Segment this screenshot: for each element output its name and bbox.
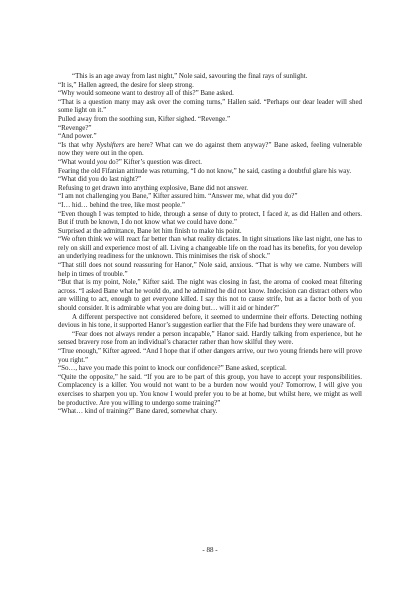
text-run: “Why would someone want to destroy all of this?” Bane asked. [58, 89, 234, 98]
paragraph [58, 89, 362, 98]
text-run: “Quite the opposite,” he said. “If you are to be part of this group, you have to accept your responsibilities. Complacency is a killer. You would not want to be a burden now would you? Tomorrow, I will give you exercises to sharpen you up. You know I would prefer you to be at home, but whilst here, we might as well be productive. Are you willing to undergo some training?” [58, 372, 362, 407]
text-run: “So…, have you made this point to knock our confidence?” Bane asked, sceptical. [58, 364, 287, 373]
text-run: “Revenge?” [58, 123, 92, 132]
paragraph [58, 373, 362, 407]
paragraph [58, 158, 362, 167]
text-run: Pulled away from the soothing sun, Kifter sighed. “Revenge.” [58, 114, 231, 123]
paragraph [58, 81, 362, 90]
text-run: “But that is my point, Nole,” Kifter said. The night was closing in fast, the aroma of cooked meat filtering across. “I asked Bane what he would do, and he admitted he did not know. Indecision can distract others who are willing to act, enough to get everyone killed. I say this not to cause strife, but as a factor both of you should consider. It is admirable what you are doing but… will it aid or hinder?” [58, 278, 362, 313]
text-run: “What did you do last night?” [58, 175, 142, 184]
paragraph [58, 72, 362, 81]
text-run: “That still does not sound reassuring for Hanor,” Nole said, anxious. “That is why we came. Numbers will help in times of trouble.” [58, 261, 362, 278]
paragraph [58, 132, 362, 141]
text-run: “This is an age away from last night,” Nole said, savouring the final rays of sunlight. [72, 72, 308, 80]
body-text [58, 72, 362, 416]
paragraph [58, 227, 362, 236]
paragraph [58, 347, 362, 364]
paragraph [58, 278, 362, 312]
text-run: Refusing to get drawn into anything explosive, Bane did not answer. [58, 183, 248, 192]
paragraph [58, 115, 362, 124]
text-run: “It is,” Hallen agreed, the desire for sleep strong. [58, 80, 194, 89]
paragraph [58, 407, 362, 416]
text-run: “I… hid… behind the tree, like most people.” [58, 200, 185, 209]
text-run: “I am not challenging you Bane,” Kifter assured him. “Answer me, what did you do?” [58, 192, 298, 201]
text-run: “Is that why [58, 140, 97, 149]
paragraph [58, 124, 362, 133]
text-run: “What would [58, 157, 97, 166]
text-run: “And power.” [58, 132, 97, 141]
paragraph [58, 210, 362, 227]
paragraph [58, 192, 362, 201]
text-run: , as did Hallen and others. But if truth be known, I do not know what we could have done.” [58, 209, 362, 227]
paragraph [58, 167, 362, 176]
paragraph [58, 261, 362, 278]
paragraph [58, 235, 362, 261]
paragraph [58, 201, 362, 210]
paragraph [58, 364, 362, 373]
text-run: “What… kind of training?” Bane dared, somewhat chary. [58, 407, 218, 416]
text-run: Fearing the old Fifanian attitude was returning, “I do not know,” he said, casting a doubtful glare his way. [58, 166, 352, 175]
paragraph [58, 141, 362, 158]
italic-text: it [284, 209, 288, 218]
text-run: are here? What can we do against them anyway?” Bane asked, feeling vulnerable now they were out in the open. [58, 140, 362, 158]
text-run: “We often think we will react far better than what reality dictates. In tight situations like last night, one has to rely on skill and experience most of all. Living a changeable life on the road has its benefits, for you develop an underlying readiness for the unknown. This minimises the risk of shock.” [58, 235, 362, 261]
page-number: - 88 - [202, 546, 218, 554]
italic-text: you [96, 157, 107, 166]
paragraph [58, 330, 362, 347]
text-run: “Fear does not always render a person incapable,” Hanor said. Hardly talking from experience, but he sensed bravery rose from an individual’s character rather than how skilful they were. [58, 329, 362, 347]
text-run: A different perspective not considered before, it seemed to undermine their efforts. Detecting nothing devious in his tone, it supported Hanor’s suggestion earlier that the Fife had burdens they were unaware of. [58, 312, 362, 330]
text-run: “That is a question many may ask over the coming turns,” Hallen said. “Perhaps our dear leader will shed some light on it.” [58, 97, 362, 115]
text-run: “True enough,” Kifter agreed. “And I hope that if other dangers arrive, our two young friends here will prove you right.” [58, 347, 362, 364]
paragraph [58, 184, 362, 193]
paragraph [58, 313, 362, 330]
paragraph [58, 175, 362, 184]
text-run: “Even though I was tempted to hide, through a sense of duty to protect, I faced [58, 209, 285, 218]
text-run: Surprised at the admittance, Bane let him finish to make his point. [58, 226, 242, 235]
text-run: do?” Kifter’s question was direct. [106, 157, 202, 166]
italic-text: Nyshifters [96, 140, 125, 149]
paragraph [58, 98, 362, 115]
